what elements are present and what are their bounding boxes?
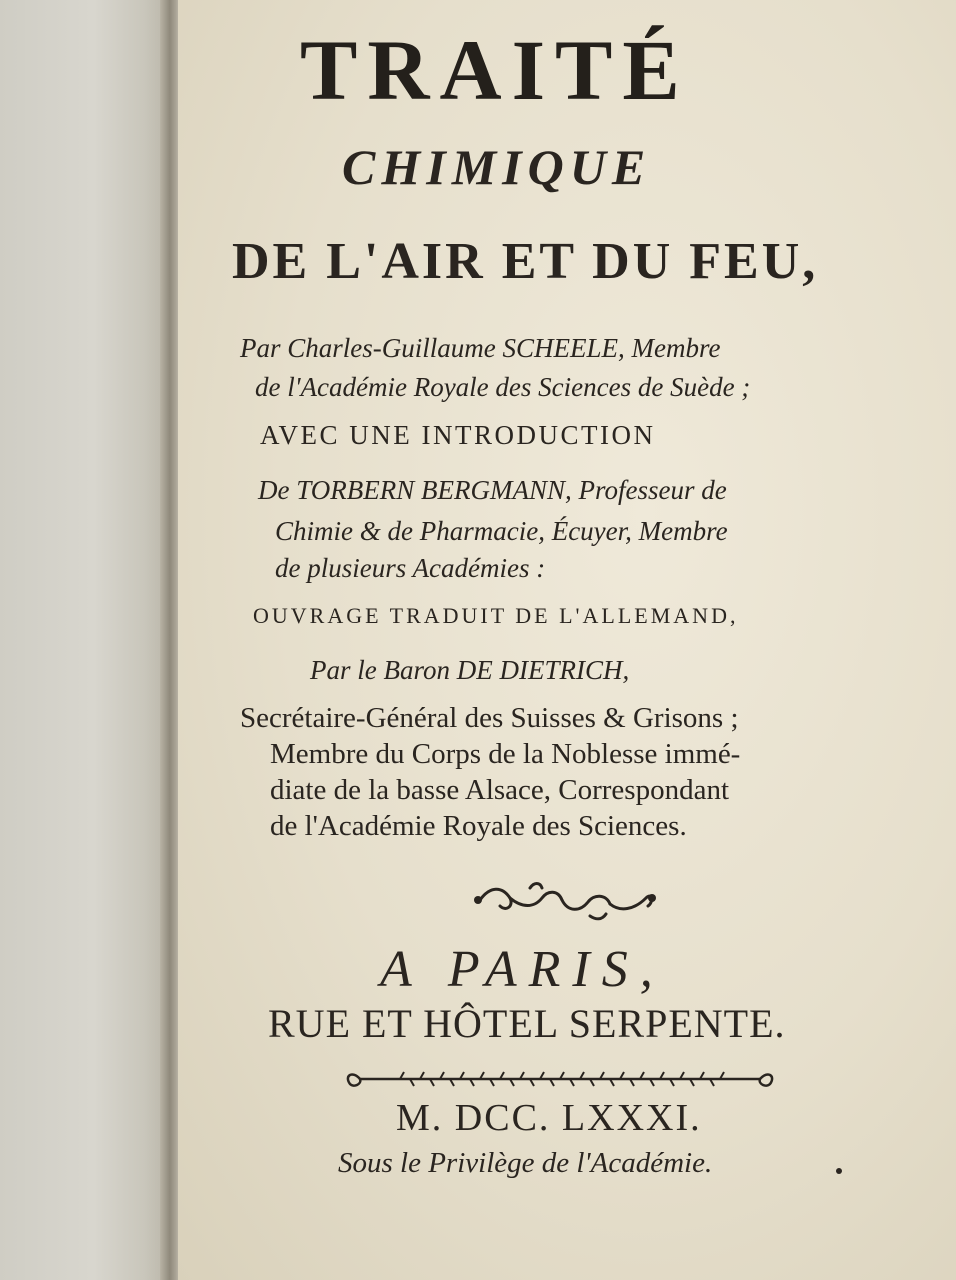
author-line: de l'Académie Royale des Sciences de Suède ; (255, 372, 751, 402)
rule-ornament (340, 1066, 780, 1092)
introduction-line: de plusieurs Académies : (275, 553, 546, 583)
book-subject: DE L'AIR ET DU FEU, (232, 233, 819, 290)
left-page (0, 0, 170, 1280)
introduction-line: Chimie & de Pharmacie, Écuyer, Membre (275, 516, 728, 546)
introduction-line: De TORBERN BERGMANN, Professeur de (258, 475, 727, 505)
translation-note: OUVRAGE TRADUIT DE L'ALLEMAND, (253, 603, 739, 628)
fleuron-ornament (470, 878, 660, 922)
author-line: Par Charles-Guillaume SCHEELE, Membre (240, 333, 721, 363)
translator-title-line: Secrétaire-Général des Suisses & Grisons ; (240, 702, 739, 734)
publication-year: M. DCC. LXXXI. (396, 1097, 702, 1139)
introduction-heading: AVEC UNE INTRODUCTION (260, 420, 656, 450)
translator-title-line: diate de la basse Alsace, Correspondant (270, 774, 730, 806)
privilege-notice: Sous le Privilège de l'Académie. (338, 1147, 713, 1179)
book-title: TRAITÉ (300, 22, 690, 118)
book-subtitle: CHIMIQUE (342, 139, 652, 195)
translator-name: Par le Baron DE DIETRICH, (310, 655, 630, 685)
publisher-address: RUE ET HÔTEL SERPENTE. (268, 1001, 786, 1046)
ink-mark (836, 1168, 842, 1174)
publication-place: A PARIS, (380, 941, 665, 998)
translator-title-line: de l'Académie Royale des Sciences. (270, 810, 687, 842)
translator-title-line: Membre du Corps de la Noblesse immé- (270, 738, 741, 770)
